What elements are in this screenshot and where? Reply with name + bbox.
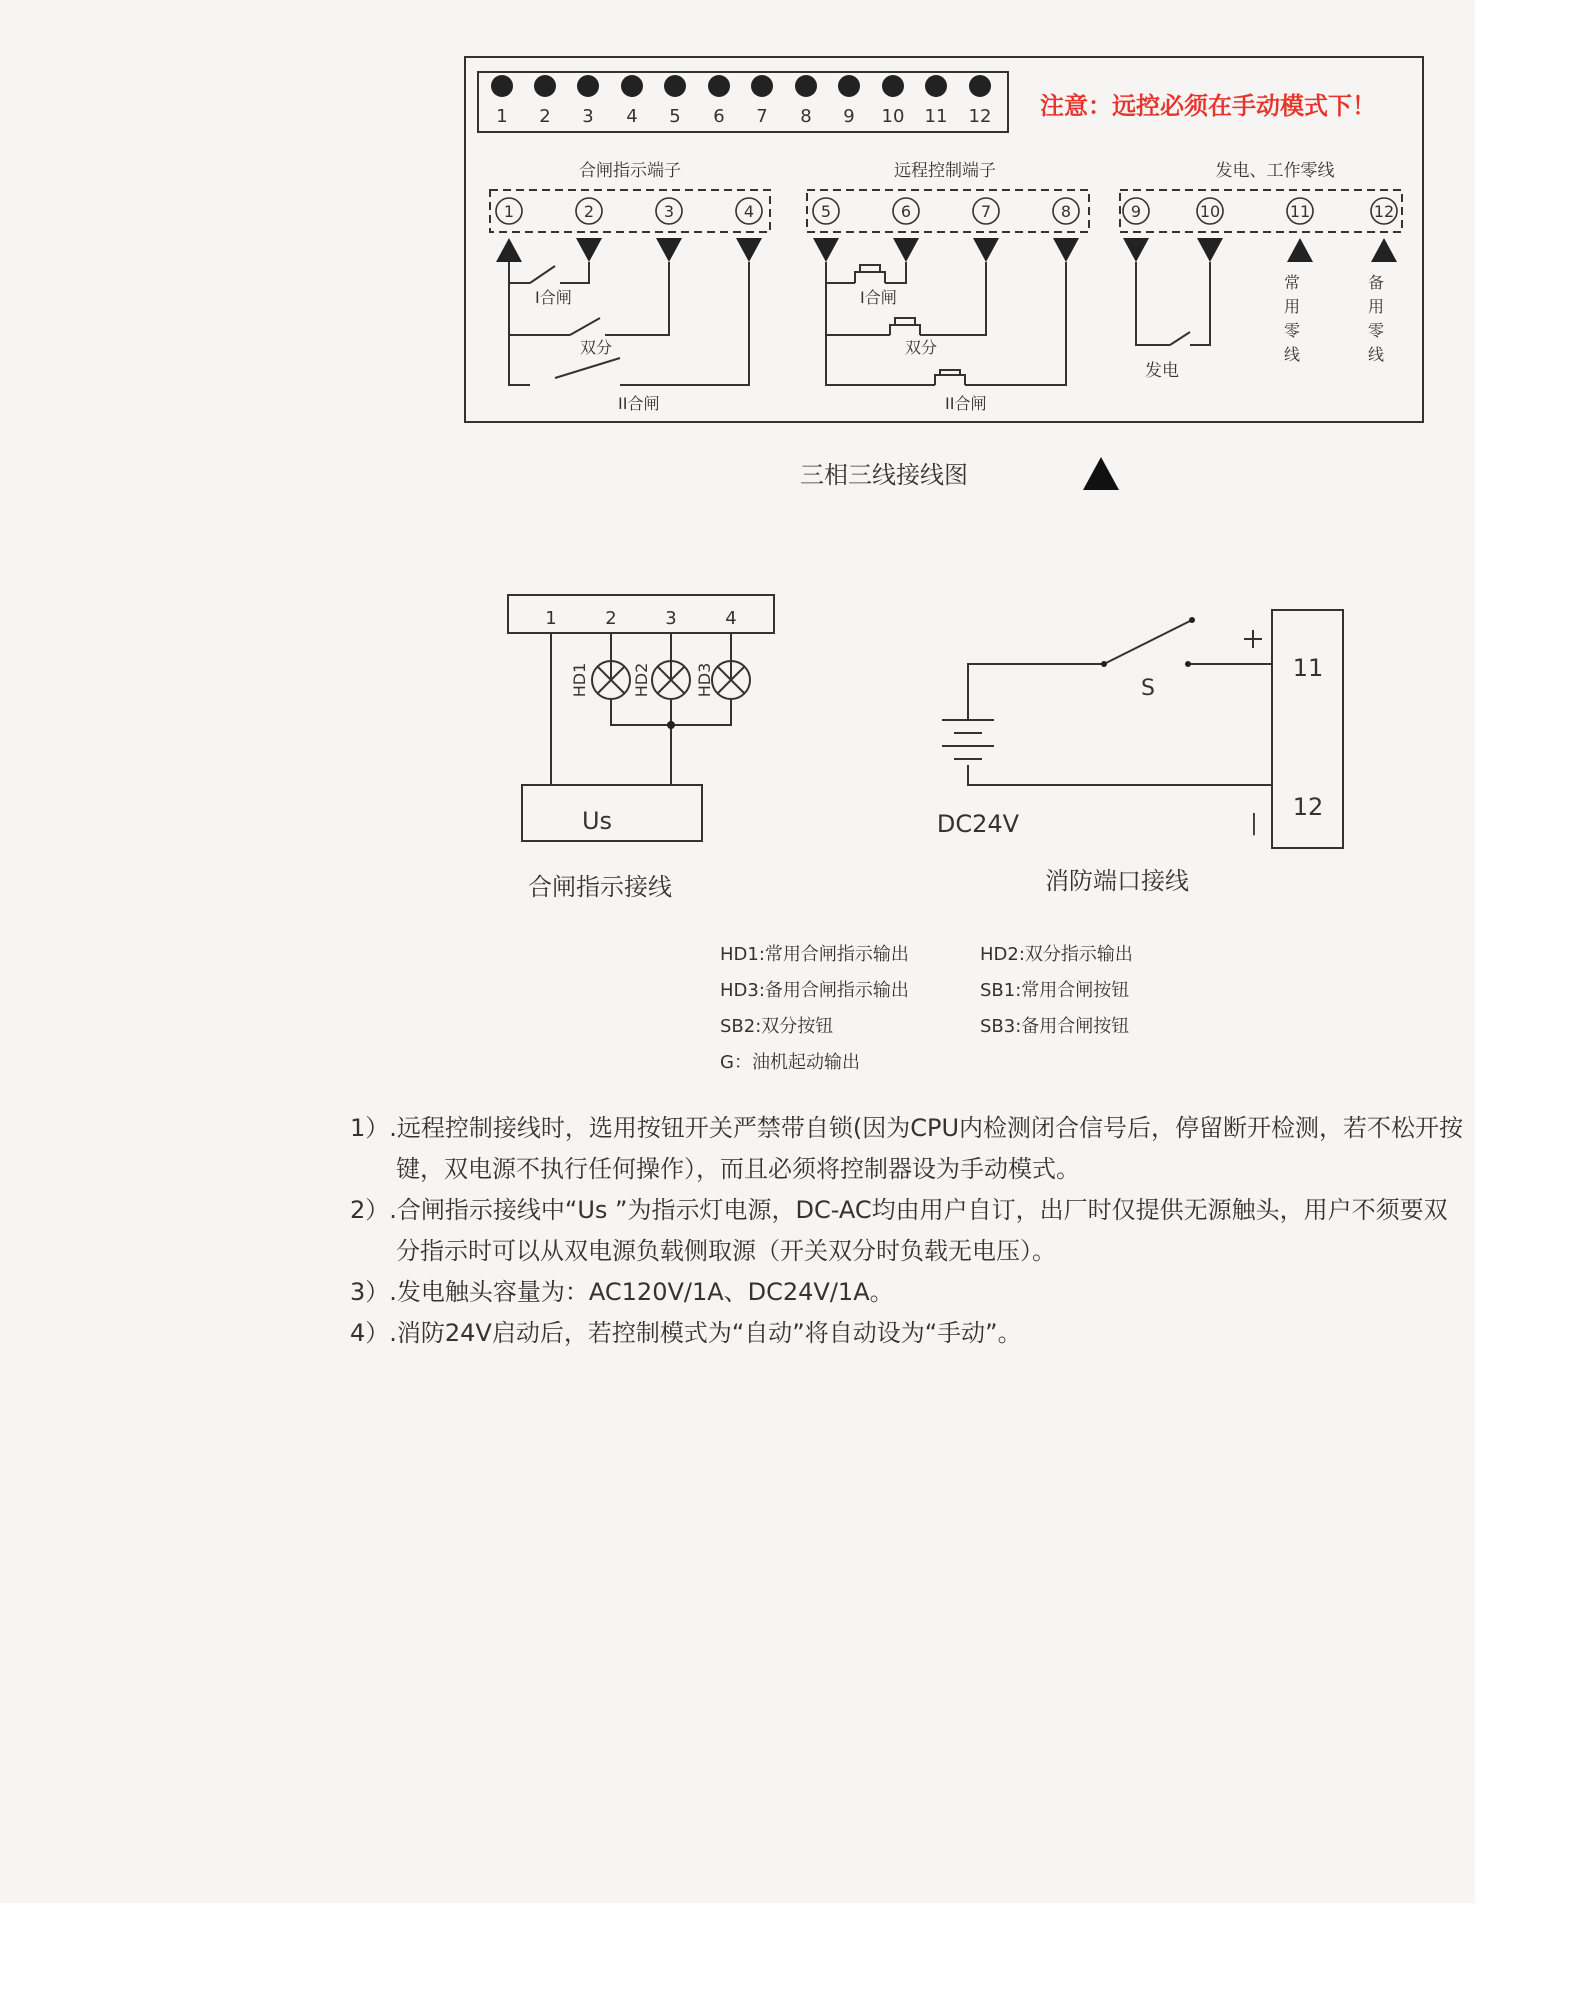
lamp-label: HD2 (632, 662, 651, 698)
switch-label: I合闸 (860, 288, 897, 307)
neutral-label-char: 零 (1283, 321, 1301, 340)
terminal-circle-number: 11 (1289, 202, 1311, 221)
terminal-circle-number: 12 (1373, 202, 1395, 221)
terminal-dot (925, 75, 947, 97)
arrow-down-icon (656, 238, 682, 262)
arrow-down-icon (1197, 238, 1223, 262)
terminal-circle-number: 6 (900, 202, 912, 221)
arrow-down-icon (973, 238, 999, 262)
dc24v-label: DC24V (936, 810, 1020, 838)
arrow-down-icon (736, 238, 762, 262)
indicator-terminal-number: 1 (545, 608, 557, 629)
arrow-down-icon (1053, 238, 1079, 262)
switch-label: 双分 (905, 338, 938, 357)
arrow-down-icon (576, 238, 602, 262)
group-title-closing: 合闸指示端子 (579, 161, 681, 181)
indicator-terminal-number: 4 (725, 608, 737, 629)
terminal-number: 5 (669, 106, 681, 127)
arrow-up-icon (1371, 238, 1397, 262)
legend-item: HD3:备用合闸指示输出 (720, 980, 909, 1001)
neutral-label-char: 零 (1367, 321, 1385, 340)
group-title-remote: 远程控制端子 (894, 161, 996, 181)
terminal-circle-number: 1 (503, 202, 515, 221)
legend-item: SB3:备用合闸按钮 (980, 1016, 1130, 1037)
fire-terminal-11: 11 (1292, 654, 1324, 682)
neutral-label-char: 常 (1283, 273, 1301, 292)
group-box-generator (1120, 190, 1402, 232)
terminal-dot (664, 75, 686, 97)
terminal-dot (969, 75, 991, 97)
lamp-label: HD3 (695, 662, 714, 698)
legend-item: SB2:双分按钮 (720, 1016, 834, 1037)
terminal-dot (751, 75, 773, 97)
switch-label: I合闸 (535, 288, 572, 307)
group-box-closing (490, 190, 770, 232)
terminal-dot (838, 75, 860, 97)
arrow-down-icon (813, 238, 839, 262)
legend-item: HD2:双分指示输出 (980, 944, 1133, 965)
neutral-label-char: 用 (1283, 297, 1301, 316)
push-button-sb3 (935, 370, 965, 385)
arrow-up-icon (1287, 238, 1313, 262)
terminal-number: 2 (539, 106, 551, 127)
push-button-sb1 (826, 262, 906, 283)
terminal-number: 8 (800, 106, 812, 127)
warning-text: 注意：远控必须在手动模式下！ (1040, 92, 1376, 120)
wire-i-close (509, 262, 589, 283)
terminal-dot (577, 75, 599, 97)
wire-ii-close-remote (826, 262, 1066, 385)
notes-list (350, 1108, 1470, 1354)
terminal-circle-number: 10 (1199, 202, 1221, 221)
legend-item: HD1:常用合闸指示输出 (720, 944, 909, 965)
terminal-circle-number: 3 (663, 202, 675, 221)
lamp-label: HD1 (570, 662, 589, 698)
arrow-up-icon (496, 238, 522, 262)
indicator-terminal-number: 2 (605, 608, 617, 629)
note-item: 2）.合闸指示接线中“Us ”为指示灯电源，DC-AC均由用户自订，出厂时仅提供无源触头，用户不须要双分指示时可以从双电源负载侧取源（开关双分时负载无电压）。 (350, 1196, 1448, 1265)
diagram-title: 三相三线接线图 (800, 461, 968, 489)
terminal-number: 10 (881, 106, 905, 127)
terminal-number: 9 (843, 106, 855, 127)
terminal-dot (534, 75, 556, 97)
terminal-circle-number: 4 (743, 202, 755, 221)
terminal-number: 6 (713, 106, 725, 127)
note-item: 1）.远程控制接线时，选用按钮开关严禁带自锁(因为CPU内检测闭合信号后，停留断开检测，若不松开按键，双电源不执行任何操作），而且必须将控制器设为手动模式。 (350, 1114, 1464, 1183)
group-title-generator: 发电、工作零线 (1215, 161, 1335, 181)
neutral-label-char: 用 (1367, 297, 1385, 316)
terminal-number: 1 (496, 106, 508, 127)
switch-s-label: S (1141, 676, 1155, 701)
terminal-number: 3 (582, 106, 594, 127)
neutral-label-char: 线 (1283, 345, 1301, 364)
generator-label: 发电 (1145, 361, 1179, 381)
legend-item: SB1:常用合闸按钮 (980, 980, 1130, 1001)
neutral-label-char: 备 (1367, 273, 1385, 292)
terminal-number: 12 (968, 106, 992, 127)
terminal-number: 4 (626, 106, 638, 127)
terminal-dot (795, 75, 817, 97)
terminal-circle-number: 8 (1060, 202, 1072, 221)
note-item: 3）.发电触头容量为：AC120V/1A、DC24V/1A。 (350, 1278, 894, 1306)
neutral-label-char: 线 (1367, 345, 1385, 364)
group-box-remote (807, 190, 1089, 232)
indicator-terminal-number: 3 (665, 608, 677, 629)
terminal-circle-number: 9 (1130, 202, 1142, 221)
switch-pivot (1101, 661, 1107, 667)
terminal-dot (708, 75, 730, 97)
wire-battery-top (968, 664, 1104, 720)
switch-contact (1189, 617, 1195, 623)
wire-ii-close (509, 262, 749, 385)
battery-icon (942, 720, 994, 759)
junction-dot (667, 721, 675, 729)
arrow-down-icon (1123, 238, 1149, 262)
legend (720, 940, 1240, 1074)
triangle-marker-icon (1083, 457, 1119, 490)
fire-wiring-caption: 消防端口接线 (1045, 867, 1189, 895)
terminal-dot (621, 75, 643, 97)
us-label: Us (581, 807, 613, 835)
fire-terminal-12: 12 (1292, 793, 1324, 821)
terminal-dot (491, 75, 513, 97)
terminal-number: 7 (756, 106, 768, 127)
terminal-circle-number: 2 (583, 202, 595, 221)
wire-battery-bottom (968, 765, 1272, 785)
wire-lamp-bottom (611, 700, 731, 785)
terminal-dots (491, 75, 991, 97)
switch-label: II合闸 (618, 394, 660, 413)
arrow-down-icon (893, 238, 919, 262)
terminal-number: 11 (924, 106, 948, 127)
switch-label: 双分 (580, 338, 613, 357)
minus-label: | (1250, 811, 1258, 836)
switch-contact (1185, 661, 1191, 667)
terminal-circle-number: 5 (820, 202, 832, 221)
terminal-circle-number: 7 (980, 202, 992, 221)
legend-item: G：油机起动输出 (720, 1052, 860, 1073)
switch-s-blade (1104, 620, 1192, 664)
plus-sign-icon (1244, 630, 1262, 648)
terminal-dot (882, 75, 904, 97)
note-item: 4）.消防24V启动后，若控制模式为“自动”将自动设为“手动”。 (350, 1319, 1022, 1347)
switch-label: II合闸 (945, 394, 987, 413)
indicator-wiring-caption: 合闸指示接线 (528, 873, 672, 901)
generator-contact (1136, 262, 1210, 345)
